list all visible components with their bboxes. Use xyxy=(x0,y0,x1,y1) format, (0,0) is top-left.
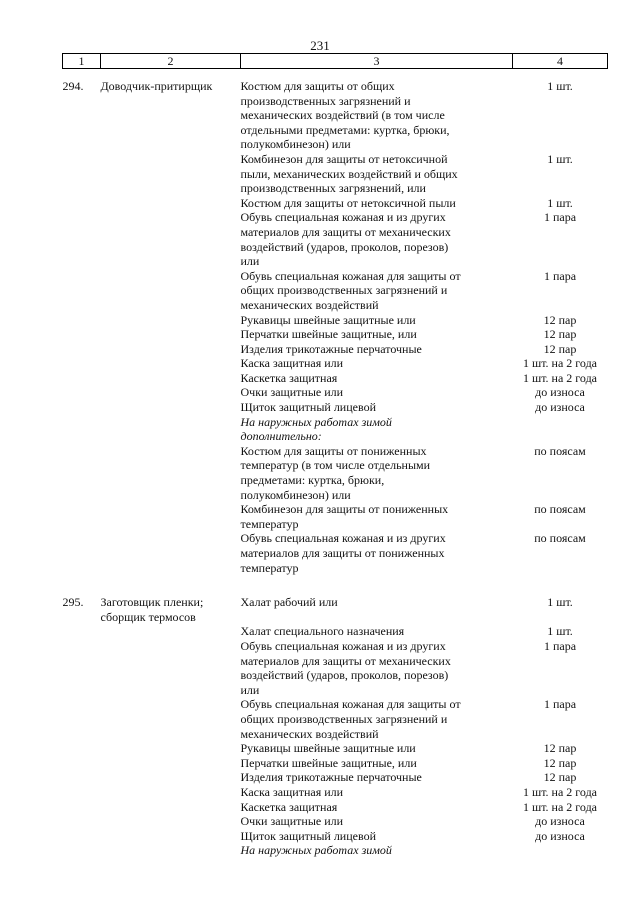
entry-number-cell xyxy=(63,770,101,785)
protective-item-line: производственных загрязнений и xyxy=(240,93,411,108)
protective-item-cell xyxy=(241,697,513,741)
table-row xyxy=(63,152,608,196)
job-title-cell xyxy=(101,697,241,741)
quantity-cell xyxy=(513,415,608,444)
protective-item-cell xyxy=(241,639,513,697)
entry-number-cell xyxy=(63,196,101,211)
entry-number-cell xyxy=(63,385,101,400)
protective-item-cell xyxy=(241,843,513,858)
protective-item-line: полукомбинезон) или xyxy=(240,137,351,152)
table-row xyxy=(63,502,608,531)
entry-number-cell xyxy=(63,829,101,844)
protective-item-cell xyxy=(241,756,513,771)
table-row xyxy=(63,444,608,502)
table-row xyxy=(63,210,608,268)
protective-item-line: материалов для защиты от пониженных xyxy=(240,546,445,560)
protective-item-line: Костюм для защиты от пониженных xyxy=(240,443,427,458)
protective-item-line: Щиток защитный лицевой xyxy=(240,828,376,843)
protective-item-cell xyxy=(241,269,513,313)
spacer-row xyxy=(63,575,608,595)
protective-item-cell xyxy=(241,400,513,415)
table-row xyxy=(63,785,608,800)
quantity-cell xyxy=(513,814,608,829)
job-title-line: сборщик термосов xyxy=(100,609,196,624)
entry-number-cell xyxy=(63,624,101,639)
quantity-value: 1 шт. на 2 года xyxy=(522,370,598,385)
protective-item-cell xyxy=(241,814,513,829)
job-title-cell xyxy=(101,313,241,328)
quantity-cell xyxy=(513,371,608,386)
entry-number-cell xyxy=(63,415,101,444)
protective-item-line: механических воздействий (в том числе xyxy=(240,108,445,123)
protective-item-line: температур xyxy=(240,516,299,531)
protective-item-line: дополнительно: xyxy=(240,429,322,444)
job-title-cell xyxy=(101,785,241,800)
protective-item-cell xyxy=(241,741,513,756)
job-title-cell xyxy=(101,595,241,624)
quantity-cell xyxy=(513,624,608,639)
quantity-cell xyxy=(513,595,608,624)
table-row xyxy=(63,814,608,829)
job-title-cell xyxy=(101,444,241,502)
entry-number: 295. xyxy=(62,595,84,610)
entry-number-cell xyxy=(63,313,101,328)
job-title-cell xyxy=(101,814,241,829)
protective-item-line: Халат специального назначения xyxy=(240,624,405,639)
protective-item-line: Щиток защитный лицевой xyxy=(240,400,376,415)
protective-item-cell xyxy=(241,415,513,444)
protective-item-line: температур (в том числе отдельными xyxy=(240,458,431,473)
quantity-value: по поясам xyxy=(534,502,586,517)
quantity-value: 12 пар xyxy=(543,770,577,785)
spacer-cell xyxy=(63,69,608,80)
quantity-cell xyxy=(513,313,608,328)
protective-item-cell xyxy=(241,371,513,386)
quantity-cell xyxy=(513,327,608,342)
quantity-cell xyxy=(513,770,608,785)
table-row xyxy=(63,356,608,371)
entry-number-cell xyxy=(63,785,101,800)
quantity-cell xyxy=(513,697,608,741)
protective-item-line: температур xyxy=(240,560,299,575)
protective-item-cell xyxy=(241,595,513,624)
table-row xyxy=(63,595,608,624)
column-header-row xyxy=(63,54,608,69)
quantity-value: 1 шт. на 2 года xyxy=(522,356,598,371)
quantity-cell xyxy=(513,756,608,771)
protective-item-line: Изделия трикотажные перчаточные xyxy=(240,770,422,785)
protective-item-line: Халат рабочий или xyxy=(240,595,338,610)
entry-number-cell xyxy=(63,843,101,858)
ppe-norms-table xyxy=(62,53,608,858)
quantity-value: 12 пар xyxy=(543,327,577,342)
table-row xyxy=(63,829,608,844)
table-row xyxy=(63,531,608,575)
protective-item-cell xyxy=(241,829,513,844)
protective-item-line: Каскетка защитная xyxy=(240,799,338,814)
table-row xyxy=(63,741,608,756)
quantity-cell xyxy=(513,531,608,575)
protective-item-line: На наружных работах зимой xyxy=(240,414,392,429)
quantity-value: 1 шт. xyxy=(547,151,573,166)
quantity-cell xyxy=(513,400,608,415)
entry-number-cell xyxy=(63,400,101,415)
column-header-3: 3 xyxy=(241,54,513,69)
protective-item-line: общих производственных загрязнений и xyxy=(240,711,448,726)
protective-item-line: Костюм для защиты от общих xyxy=(240,79,395,93)
job-title-cell xyxy=(101,415,241,444)
job-title-cell xyxy=(101,385,241,400)
protective-item-line: производственных загрязнений, или xyxy=(240,181,426,196)
job-title-cell xyxy=(101,327,241,342)
quantity-value: 1 шт. xyxy=(547,624,573,639)
protective-item-line: или xyxy=(240,682,260,697)
job-title-cell xyxy=(101,356,241,371)
table-row xyxy=(63,313,608,328)
quantity-cell xyxy=(513,639,608,697)
table-row xyxy=(63,371,608,386)
protective-item-cell xyxy=(241,785,513,800)
protective-item-line: Перчатки швейные защитные, или xyxy=(240,755,417,770)
quantity-cell xyxy=(513,356,608,371)
entry-number-cell xyxy=(63,444,101,502)
protective-item-cell xyxy=(241,624,513,639)
column-header-4: 4 xyxy=(513,54,608,69)
quantity-cell xyxy=(513,444,608,502)
entry-number-cell xyxy=(63,79,101,152)
entry-number-cell xyxy=(63,741,101,756)
protective-item-line: Перчатки швейные защитные, или xyxy=(240,327,417,342)
spacer-row xyxy=(63,69,608,80)
protective-item-cell xyxy=(241,342,513,357)
job-title-line: Заготовщик пленки; xyxy=(100,595,204,610)
quantity-cell xyxy=(513,152,608,196)
job-title-cell xyxy=(101,843,241,858)
job-title-cell xyxy=(101,400,241,415)
entry-number-cell xyxy=(63,152,101,196)
quantity-value: до износа xyxy=(535,814,585,829)
entry-number-cell xyxy=(63,356,101,371)
quantity-value: по поясам xyxy=(534,531,586,546)
protective-item-line: Обувь специальная кожаная и из других xyxy=(240,531,446,546)
protective-item-line: Комбинезон для защиты от пониженных xyxy=(240,502,449,517)
quantity-value: 1 шт. на 2 года xyxy=(522,799,598,814)
page-number: 231 xyxy=(310,38,330,53)
entry-number-cell xyxy=(63,210,101,268)
quantity-value: 12 пар xyxy=(543,341,577,356)
protective-item-line: пыли, механических воздействий и общих xyxy=(240,166,458,181)
protective-item-cell xyxy=(241,800,513,815)
quantity-value: 1 шт. xyxy=(547,79,573,93)
table-row xyxy=(63,269,608,313)
quantity-value: 1 пара xyxy=(543,268,577,283)
protective-item-line: Изделия трикотажные перчаточные xyxy=(240,341,422,356)
quantity-value: 12 пар xyxy=(543,312,577,327)
protective-item-line: Обувь специальная кожаная для защиты от xyxy=(240,268,461,283)
job-title-cell xyxy=(101,770,241,785)
entry-number-cell xyxy=(63,595,101,624)
protective-item-line: Обувь специальная кожаная и из других xyxy=(240,210,446,225)
entry-number-cell xyxy=(63,800,101,815)
protective-item-line: воздействий (ударов, проколов, порезов) xyxy=(240,668,449,683)
table-row xyxy=(63,800,608,815)
protective-item-line: общих производственных загрязнений и xyxy=(240,283,448,298)
protective-item-cell xyxy=(241,444,513,502)
job-title-cell xyxy=(101,800,241,815)
entry-number-cell xyxy=(63,531,101,575)
column-header-1: 1 xyxy=(63,54,101,69)
protective-item-line: Обувь специальная кожаная и из других xyxy=(240,638,446,653)
protective-item-line: механических воздействий xyxy=(240,297,379,312)
protective-item-line: Обувь специальная кожаная для защиты от xyxy=(240,697,461,712)
protective-item-line: На наружных работах зимой xyxy=(240,843,392,858)
entry-number: 294. xyxy=(62,79,84,93)
protective-item-line: Очки защитные или xyxy=(240,814,344,829)
entry-number-cell xyxy=(63,269,101,313)
protective-item-cell xyxy=(241,327,513,342)
protective-item-line: предметами: куртка, брюки, xyxy=(240,473,385,488)
protective-item-line: материалов для защиты от механических xyxy=(240,653,451,668)
protective-item-cell xyxy=(241,502,513,531)
protective-item-line: механических воздействий xyxy=(240,726,379,741)
entry-number-cell xyxy=(63,327,101,342)
protective-item-line: Очки защитные или xyxy=(240,385,344,400)
quantity-value: 1 шт. на 2 года xyxy=(522,784,598,799)
job-title-cell xyxy=(101,756,241,771)
quantity-value: до износа xyxy=(535,828,585,843)
job-title-cell xyxy=(101,342,241,357)
job-title-line: Доводчик-притирщик xyxy=(100,79,213,93)
column-header-2: 2 xyxy=(101,54,241,69)
quantity-value: 1 шт. xyxy=(547,595,573,610)
job-title-cell xyxy=(101,741,241,756)
protective-item-cell xyxy=(241,770,513,785)
quantity-value: 1 пара xyxy=(543,638,577,653)
protective-item-cell xyxy=(241,152,513,196)
entry-number-cell xyxy=(63,756,101,771)
table-row xyxy=(63,770,608,785)
protective-item-line: Комбинезон для защиты от нетоксичной xyxy=(240,151,448,166)
protective-item-line: Каска защитная или xyxy=(240,356,344,371)
quantity-cell xyxy=(513,800,608,815)
job-title-cell xyxy=(101,624,241,639)
protective-item-cell xyxy=(241,210,513,268)
table-row xyxy=(63,843,608,858)
quantity-value: 1 пара xyxy=(543,210,577,225)
protective-item-line: полукомбинезон) или xyxy=(240,487,351,502)
protective-item-line: Костюм для защиты от нетоксичной пыли xyxy=(240,195,456,210)
protective-item-line: Каскетка защитная xyxy=(240,370,338,385)
table-body xyxy=(63,69,608,858)
quantity-cell xyxy=(513,196,608,211)
quantity-value: до износа xyxy=(535,400,585,415)
table-row xyxy=(63,639,608,697)
protective-item-cell xyxy=(241,313,513,328)
job-title-cell xyxy=(101,639,241,697)
protective-item-line: воздействий (ударов, проколов, порезов) xyxy=(240,239,449,254)
job-title-cell xyxy=(101,152,241,196)
protective-item-line: материалов для защиты от механических xyxy=(240,224,451,239)
quantity-cell xyxy=(513,785,608,800)
job-title-cell xyxy=(101,210,241,268)
quantity-cell xyxy=(513,210,608,268)
quantity-cell xyxy=(513,741,608,756)
quantity-value: по поясам xyxy=(534,443,586,458)
quantity-value: 12 пар xyxy=(543,741,577,756)
entry-number-cell xyxy=(63,502,101,531)
entry-number-cell xyxy=(63,371,101,386)
table-row xyxy=(63,79,608,152)
table-row xyxy=(63,400,608,415)
job-title-cell xyxy=(101,829,241,844)
table-row xyxy=(63,342,608,357)
protective-item-line: Каска защитная или xyxy=(240,784,344,799)
job-title-cell xyxy=(101,196,241,211)
protective-item-cell xyxy=(241,79,513,152)
job-title-cell xyxy=(101,371,241,386)
quantity-cell xyxy=(513,342,608,357)
entry-number-cell xyxy=(63,814,101,829)
protective-item-cell xyxy=(241,385,513,400)
quantity-cell xyxy=(513,829,608,844)
protective-item-line: или xyxy=(240,254,260,269)
entry-number-cell xyxy=(63,342,101,357)
entry-number-cell xyxy=(63,697,101,741)
table-row xyxy=(63,385,608,400)
entry-number-cell xyxy=(63,639,101,697)
table-row xyxy=(63,697,608,741)
table-row xyxy=(63,415,608,444)
quantity-cell xyxy=(513,843,608,858)
quantity-value: 12 пар xyxy=(543,755,577,770)
protective-item-line: Рукавицы швейные защитные или xyxy=(240,312,416,327)
quantity-value: до износа xyxy=(535,385,585,400)
protective-item-line: Рукавицы швейные защитные или xyxy=(240,741,416,756)
job-title-cell xyxy=(101,502,241,531)
quantity-cell xyxy=(513,385,608,400)
table-row xyxy=(63,624,608,639)
protective-item-line: отдельными предметами: куртка, брюки, xyxy=(240,122,450,137)
protective-item-cell xyxy=(241,356,513,371)
job-title-cell xyxy=(101,269,241,313)
job-title-cell xyxy=(101,531,241,575)
job-title-cell xyxy=(101,79,241,152)
spacer-cell xyxy=(63,575,608,595)
quantity-cell xyxy=(513,502,608,531)
protective-item-cell xyxy=(241,196,513,211)
table-row xyxy=(63,756,608,771)
quantity-value: 1 шт. xyxy=(547,195,573,210)
quantity-cell xyxy=(513,269,608,313)
protective-item-cell xyxy=(241,531,513,575)
table-row xyxy=(63,196,608,211)
table-row xyxy=(63,327,608,342)
quantity-value: 1 пара xyxy=(543,697,577,712)
quantity-cell xyxy=(513,79,608,152)
